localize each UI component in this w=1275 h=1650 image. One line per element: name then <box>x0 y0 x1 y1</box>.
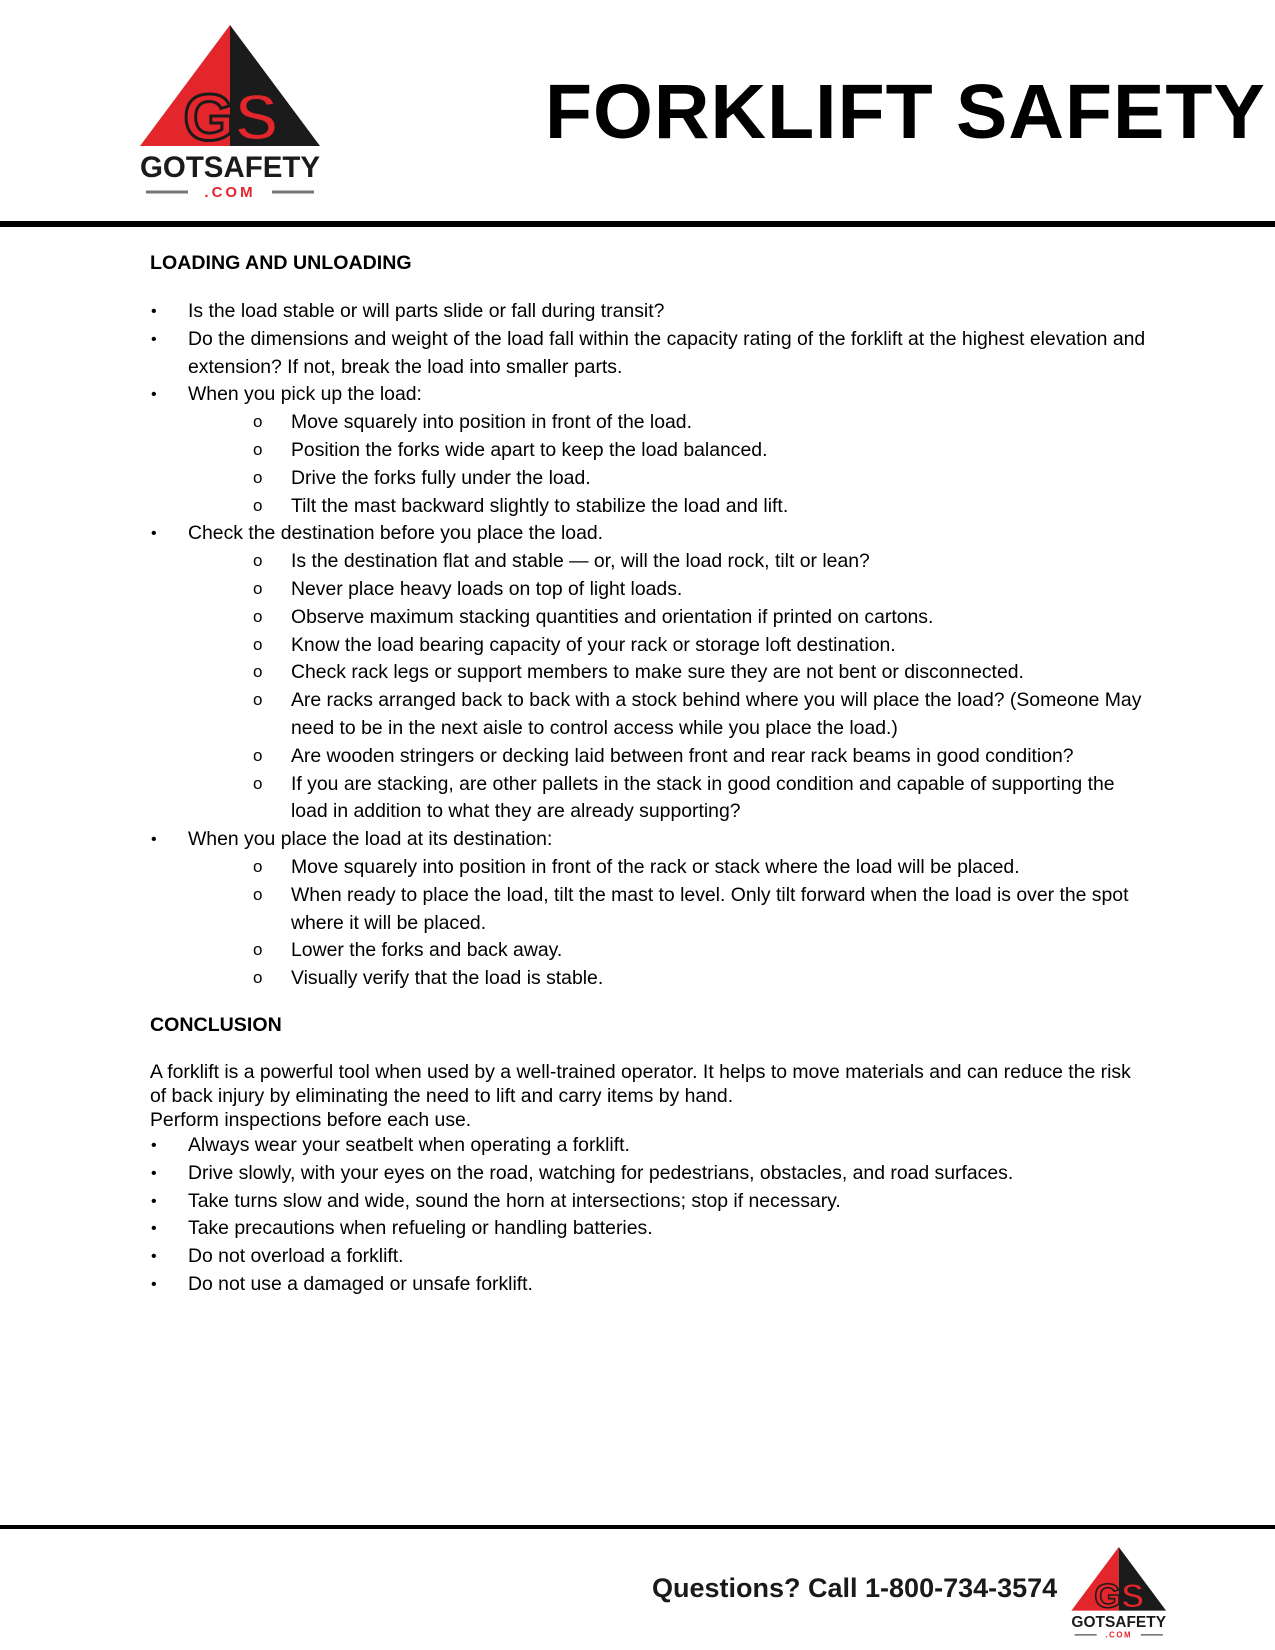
hollow-bullet-icon: o <box>253 662 263 682</box>
bullet-icon: • <box>151 1192 157 1210</box>
list-item-text: Do not use a damaged or unsafe forklift. <box>188 1272 533 1295</box>
list-item-text: Is the load stable or will parts slide or fall during transit? <box>188 300 665 322</box>
hollow-bullet-icon: o <box>253 884 263 904</box>
sub-list-item <box>188 771 1150 827</box>
list-item <box>150 1215 1150 1243</box>
list-item-text: Drive the forks fully under the load. <box>291 466 591 489</box>
list-item-text: Take precautions when refueling or handling batteries. <box>188 1217 653 1240</box>
sub-list-item <box>188 576 1150 604</box>
hollow-bullet-icon: o <box>253 439 263 459</box>
list-item <box>150 1188 1150 1216</box>
list-item-text: Check the destination before you place the load. <box>188 522 604 545</box>
bullet-icon: • <box>151 1220 157 1238</box>
conclusion-text <box>150 1060 1150 1132</box>
list-item-text: Drive slowly, with your eyes on the road, watching for pedestrians, obstacles, and road surfaces. <box>188 1161 1014 1184</box>
sub-list-item <box>188 882 1150 938</box>
loading-bullet-list <box>150 298 1150 993</box>
list-item-text: Always wear your seatbelt when operating a forklift. <box>188 1133 630 1156</box>
hollow-bullet-icon: o <box>253 578 263 598</box>
list-item-text: Do not overload a forklift. <box>188 1245 404 1268</box>
list-item-text: Move squarely into position in front of the rack or stack where the load will be placed. <box>291 855 1020 878</box>
list-item-text: Are racks arranged back to back with a stock behind where you will place the load? (Someone May need to be in the next aisle to control access while you place the load.) <box>291 689 1142 739</box>
list-item-text: Lower the forks and back away. <box>291 939 563 962</box>
hollow-bullet-icon: o <box>253 745 263 765</box>
bullet-icon: • <box>151 1136 157 1154</box>
footer-gotsafety-logo <box>1070 1547 1168 1639</box>
list-item-text: Check rack legs or support members to make sure they are not bent or disconnected. <box>291 661 1024 684</box>
list-item-text: When you pick up the load: <box>188 383 422 406</box>
list-item-text: Are wooden stringers or decking laid between front and rear rack beams in good condition? <box>291 744 1074 767</box>
bullet-icon: • <box>151 303 157 320</box>
hollow-bullet-icon: o <box>253 968 263 988</box>
sub-list <box>188 854 1150 993</box>
sub-list-item <box>188 604 1150 632</box>
list-item-text: If you are stacking, are other pallets in the stack in good condition and capable of supporting the load in addition to what they are already supporting? <box>291 772 1115 823</box>
footer-logo-domain-text: .COM <box>1105 1630 1133 1639</box>
logo-brand-text: GOTSAFETY <box>140 151 320 184</box>
section-heading-loading: LOADING AND UNLOADING <box>150 252 412 274</box>
list-item-text: Never place heavy loads on top of light loads. <box>291 577 683 600</box>
list-item <box>150 520 1150 826</box>
footer-phone-text: Questions? Call 1-800-734-3574 <box>652 1573 1058 1603</box>
sub-list <box>188 548 1150 826</box>
sub-list <box>188 409 1150 520</box>
list-item <box>150 1243 1150 1271</box>
sub-list-item <box>188 965 1150 993</box>
bullet-icon: • <box>151 330 157 348</box>
sub-list-item <box>188 465 1150 493</box>
conclusion-paragraph: A forklift is a powerful tool when used by a well-trained operator. It helps to move materials and can reduce the risk of back injury by eliminating the need to lift and carry items by hand. <box>150 1060 1131 1107</box>
footer-logo-brand-text: GOTSAFETY <box>1071 1613 1167 1631</box>
list-item <box>150 826 1150 993</box>
gotsafety-logo <box>138 25 323 200</box>
footer-logo-graphic <box>1070 1547 1168 1639</box>
list-item-text: Tilt the mast backward slightly to stabilize the load and lift. <box>291 494 789 517</box>
hollow-bullet-icon: o <box>253 495 263 515</box>
page-title: FORKLIFT SAFETY <box>545 69 1266 155</box>
list-item <box>150 1271 1150 1299</box>
list-item-text: Is the destination flat and stable — or, will the load rock, tilt or lean? <box>291 550 870 573</box>
list-item-text: When you place the load at its destination: <box>188 828 553 851</box>
hollow-bullet-icon: o <box>253 606 263 626</box>
conclusion-bullet-list <box>150 1132 1150 1299</box>
sub-list-item <box>188 854 1150 882</box>
list-item <box>150 1132 1150 1160</box>
gotsafety-logo-graphic <box>138 25 323 200</box>
hollow-bullet-icon: o <box>253 634 263 654</box>
list-item-text: Take turns slow and wide, sound the horn at intersections; stop if necessary. <box>188 1189 841 1212</box>
bullet-icon: • <box>151 1248 157 1266</box>
header-divider <box>0 221 1275 227</box>
conclusion-intro: Perform inspections before each use. <box>150 1108 472 1131</box>
hollow-bullet-icon: o <box>253 690 263 710</box>
bullet-icon: • <box>151 831 157 849</box>
sub-list-item <box>188 409 1150 437</box>
hollow-bullet-icon: o <box>253 940 263 960</box>
bullet-icon: • <box>151 1275 157 1293</box>
sub-list-item <box>188 743 1150 771</box>
list-item <box>150 1160 1150 1188</box>
sub-list-item <box>188 659 1150 687</box>
list-item-text: Move squarely into position in front of the load. <box>291 411 692 434</box>
sub-list-item <box>188 548 1150 576</box>
hollow-bullet-icon: o <box>253 856 263 876</box>
list-item <box>150 381 1150 520</box>
sub-list-item <box>188 937 1150 965</box>
sub-list-item <box>188 437 1150 465</box>
list-item-text: Observe maximum stacking quantities and orientation if printed on cartons. <box>291 605 934 628</box>
hollow-bullet-icon: o <box>253 551 263 571</box>
hollow-bullet-icon: o <box>253 412 263 432</box>
list-item <box>150 326 1150 382</box>
list-item-text: Know the load bearing capacity of your rack or storage loft destination. <box>291 633 896 656</box>
document-body <box>150 250 1150 1299</box>
hollow-bullet-icon: o <box>253 773 263 793</box>
sub-list-item <box>188 493 1150 521</box>
bullet-icon: • <box>151 525 157 543</box>
list-item-text: When ready to place the load, tilt the mast to level. Only tilt forward when the load is over the spot where it will be placed. <box>291 883 1129 934</box>
list-item-text: Do the dimensions and weight of the load fall within the capacity rating of the forklift at the highest elevation and extension? If not, break the load into smaller parts. <box>188 327 1146 378</box>
sub-list-item <box>188 687 1150 743</box>
bullet-icon: • <box>151 1164 157 1182</box>
logo-gs-mark: GS <box>183 80 279 154</box>
logo-domain-text: .COM <box>204 184 256 200</box>
footer-divider <box>0 1525 1275 1529</box>
section-heading-conclusion: CONCLUSION <box>150 1013 282 1036</box>
bullet-icon: • <box>151 386 157 404</box>
footer-logo-gs-mark: GS <box>1094 1577 1145 1616</box>
list-item-text: Position the forks wide apart to keep the load balanced. <box>291 438 768 461</box>
list-item-text: Visually verify that the load is stable. <box>291 967 604 990</box>
list-item <box>150 298 1150 326</box>
hollow-bullet-icon: o <box>253 467 263 487</box>
sub-list-item <box>188 632 1150 660</box>
